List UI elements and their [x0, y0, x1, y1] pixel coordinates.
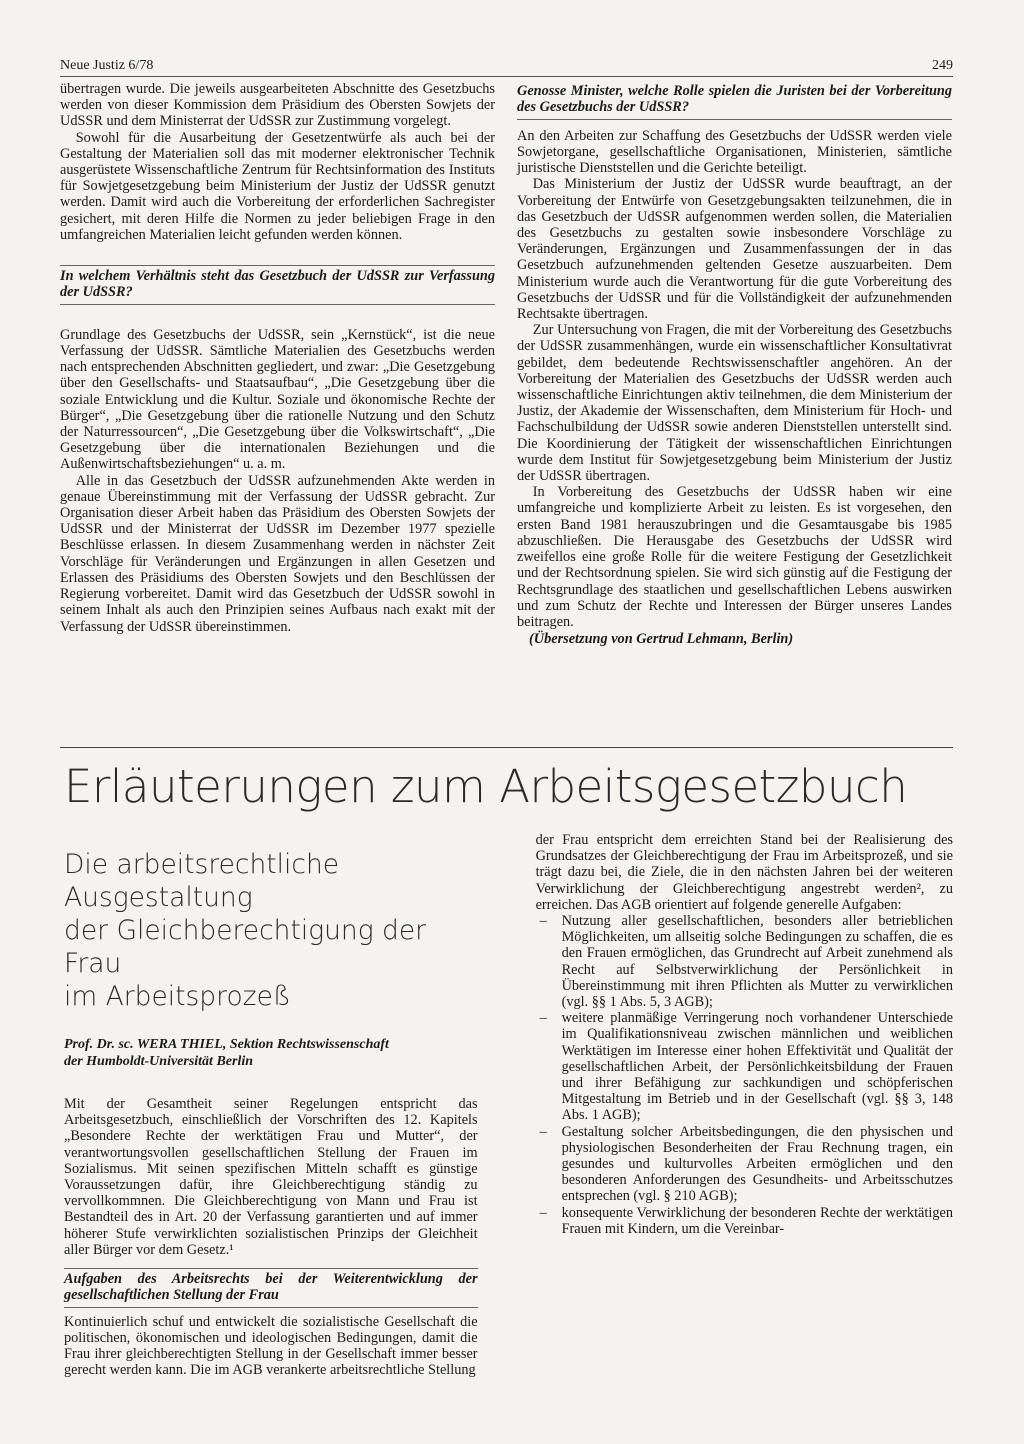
subheading: Aufgaben des Arbeitsrechts bei der Weiterentwicklung der gesellschaftlichen Stellung der Frau: [64, 1268, 478, 1308]
paragraph: Zur Untersuchung von Fragen, die mit der Vorbereitung des Gesetzbuchs der UdSSR zusammenhängen, wurde ein wissenschaftlicher Konsultativrat gebildet, dem bedeutende Rechtswissenschaftler angehören. An der Vorbereitung der Materialien des Gesetzbuchs der UdSSR werden auch wissenschaftliche Einrichtungen aktiv teilnehmen, die dem Ministerium der Justiz, der Akademie der Wissenschaften, dem Ministerium für Hoch- und Fachschulbildung der UdSSR sowie anderen Dienststellen unterstellt sind. Die Koordinierung der Tätigkeit der wissenschaftlichen Einrichtungen wurde dem Institut für Sowjetgesetzgebung beim Ministerium der Justiz der UdSSR übertragen.: [517, 322, 952, 485]
paragraph: An den Arbeiten zur Schaffung des Gesetzbuchs der UdSSR werden viele Sowjetorgane, gesellschaftliche Organisationen, Ministerien, sämtliche juristische Dienststellen und die Gerichte beteiligt.: [517, 127, 952, 177]
article-columns: [64, 832, 953, 1379]
article-right-column: [536, 832, 953, 1379]
translation-credit: (Übersetzung von Gertrud Lehmann, Berlin): [529, 631, 794, 648]
paragraph: Mit der Gesamtheit seiner Regelungen entspricht das Arbeitsgesetzbuch, einschließlich der Vorschriften des 12. Kapitels „Besondere Rechte der werktätigen Frau und Mutter“, der verantwortungsvollen gesellschaftlichen Stellung der Frauen im Sozialismus. Mit seinen spezifischen Mitteln schafft es günstige Voraussetzungen dafür, ihre Gleichberechtigung ständig zu vervollkommnen. Die Gleichberechtigung von Mann und Frau ist Bestandteil des in Art. 20 der Verfassung garantierten und auf immer höherer Stufe verwirklichten sozialistischen Prinzips der Gleichheit aller Bürger vor dem Gesetz.¹: [64, 1096, 478, 1258]
paragraph: In Vorbereitung des Gesetzbuchs der UdSSR haben wir eine umfangreiche und komplizierte Arbeit zu leisten. Es ist vorgesehen, den ersten Band 1981 herauszubringen und die Gesamtausgabe bis 1985 abzuschließen. Die Herausgabe des Gesetzbuchs der UdSSR wird zweifellos eine große Rolle für die weitere Festigung der Gesetzlichkeit und der Rechtsordnung spielen. Sie wird sich günstig auf die Festigung der Rechtsgrundlage des staatlichen und gesellschaftlichen Lebens auswirken und zum Schutz der Rechte und Interessen der Bürger unseres Landes beitragen.: [517, 484, 952, 630]
article-title-line: Die arbeitsrechtliche Ausgestaltung: [64, 849, 340, 913]
interview-question: In welchem Verhältnis steht das Gesetzbuch der UdSSR zur Verfassung der UdSSR?: [60, 265, 495, 305]
interview-columns: [60, 81, 953, 647]
journal-page: [60, 58, 953, 647]
paragraph: der Frau entspricht dem erreichten Stand bei der Realisierung des Grundsatzes der Gleichberechtigung der Frau im Arbeitsprozeß, und sie trägt dazu bei, die Ziele, die in den nächsten Jahren bei der weiteren Verwirklichung der Gleichberechtigung angestrebt werden², zu erreichen. Das AGB orientiert auf folgende generelle Aufgaben:: [535, 832, 953, 913]
section-divider: [60, 747, 953, 748]
paragraph: Alle in das Gesetzbuch der UdSSR aufzunehmenden Akte werden in genaue Übereinstimmung mit der Verfassung der UdSSR gebracht. Zur Organisation dieser Arbeit haben das Präsidium des Obersten Sowjets der UdSSR und der Ministerrat der UdSSR im Dezember 1977 spezielle Beschlüsse erlassen. In diesem Zusammenhang werden in nächster Zeit Vorschläge für Veränderungen und Ergänzungen in allen Gesetzen und Erlassen des Präsidiums des Obersten Sowjets und den Beschlüssen der Regierung vorbereitet. Damit wird das Gesetzbuch der UdSSR sowohl in seinem Inhalt als auch den Prinzipien seines Aufbaus nach exakt mit der Verfassung der UdSSR übereinstimmen.: [60, 472, 495, 635]
journal-issue: Neue Justiz 6/78: [60, 58, 154, 73]
author-line: der Humboldt-Universität Berlin: [64, 1053, 254, 1069]
list-item: – weitere planmäßige Verringerung noch vorhandener Unterschiede im Qualifikationsniveau zwischen männlichen und weiblichen Werktätigen im Interesse einer hohen Effektivität und Qualität der gesellschaftlichen Arbeit, der Persönlichkeitsbildung der Frauen und ihrer Befähigung zur sachkundigen und schöpferischen Mitgestaltung im Betrieb und in der Gesellschaft (vgl. §§ 3, 148 Abs. 1 AGB);: [536, 1010, 953, 1123]
list-item: – Nutzung aller gesellschaftlichen, besonders aller betrieblichen Möglichkeiten, um allseitig solche Bedingungen zu schaffen, die es den Frauen ermöglichen, das Grundrecht auf Arbeit zunehmend als Recht auf Selbstverwirklichung der Persönlichkeit in Übereinstimmung mit ihren Pflichten als Mutter zu verwirklichen (vgl. §§ 1 Abs. 5, 3 AGB);: [536, 913, 953, 1010]
interview-question: Genosse Minister, welche Rolle spielen die Juristen bei der Vorbereitung des Gesetzbuchs der UdSSR?: [517, 81, 952, 120]
left-column: [60, 81, 495, 647]
article-left-column: [64, 832, 478, 1379]
list-item: – konsequente Verwirklichung der besonderen Rechte der werktätigen Frauen mit Kindern, um die Vereinbar-: [536, 1205, 953, 1237]
task-list: [536, 913, 953, 1237]
article-title-line: im Arbeitsprozeß: [64, 981, 291, 1012]
section-title: Erläuterungen zum Arbeitsgesetzbuch: [64, 760, 908, 813]
article-title: [64, 848, 478, 1013]
author-byline: [64, 1037, 478, 1070]
article-title-line: der Gleichberechtigung der Frau: [64, 915, 427, 979]
paragraph: Grundlage des Gesetzbuchs der UdSSR, sein „Kernstück“, ist die neue Verfassung der UdSSR. Sämtliche Materialien des Gesetzbuchs werden nach entsprechenden Abschnitten gegliedert, und zwar: „Die Gesetzgebung über den Gesellschafts- und Staatsaufbau“, „Die Gesetzgebung über die soziale Entwicklung und die Kultur. Soziale und ökonomische Rechte der Bürger“, „Die Gesetzgebung über die rationelle Nutzung und den Schutz der Naturressourcen“, „Die Gesetzgebung über die Volkswirtschaft“, „Die Gesetzgebung über die internationalen Beziehungen und die Außenwirtschaftsbeziehungen“ u. a. m.: [60, 326, 495, 473]
running-head: [60, 58, 953, 77]
paragraph: Das Ministerium der Justiz der UdSSR wurde beauftragt, an der Vorbereitung der Entwürfe von Gesetzgebungsakten teilzunehmen, die in das Gesetzbuch der UdSSR aufgenommen werden sollen, die Materialien des Gesetzbuchs zu gestalten sowie insbesondere Vorschläge zu Veränderungen, Ergänzungen und Zusammenfassungen der in das Gesetzbuch aufzunehmenden geltenden Gesetze auszuarbeiten. Dem Ministerium wurde auch die Verantwortung für die gute Vorbereitung des Gesetzbuchs der UdSSR und für die Vollständigkeit der aufzunehmenden Rechtsakte übertragen.: [517, 176, 952, 323]
page-number: 249: [932, 58, 953, 73]
paragraph: übertragen wurde. Die jeweils ausgearbeiteten Abschnitte des Gesetzbuchs werden von dieser Kommission dem Präsidium des Obersten Sowjets der UdSSR und dem Ministerrat der UdSSR zur Zustimmung vorgelegt.: [60, 81, 495, 130]
list-item: – Gestaltung solcher Arbeitsbedingungen, die den physischen und physiologischen Besonderheiten der Frau Rechnung tragen, ein gesundes und kulturvolles Arbeiten ermöglichen und den besonderen Anforderungen des Gesundheits- und Arbeitsschutzes entsprechen (vgl. § 210 AGB);: [536, 1124, 953, 1205]
paragraph: Sowohl für die Ausarbeitung der Gesetzentwürfe als auch bei der Gestaltung der Materialien soll das mit moderner elektronischer Technik ausgerüstete Wissenschaftliche Zentrum für Rechtsinformation des Instituts für Sowjetgesetzgebung beim Ministerium der Justiz der UdSSR genutzt werden. Damit wird auch die Vorbereitung der erforderlichen Sachregister gesichert, mit deren Hilfe die Normen zu jeder beliebigen Frage in den umfangreichen Materialien leicht gefunden werden können.: [60, 129, 495, 243]
author-line: Prof. Dr. sc. WERA THIEL, Sektion Rechtswissenschaft: [64, 1037, 389, 1052]
paragraph: Kontinuierlich schuf und entwickelt die sozialistische Gesellschaft die politischen, ökonomischen und ideologischen Bedingungen, damit die Frau ihrer gleichberechtigten Stellung in der Gesellschaft immer besser gerecht werden kann. Die im AGB verankerte arbeitsrechtliche Stellung: [64, 1313, 478, 1379]
right-column: [517, 81, 952, 647]
